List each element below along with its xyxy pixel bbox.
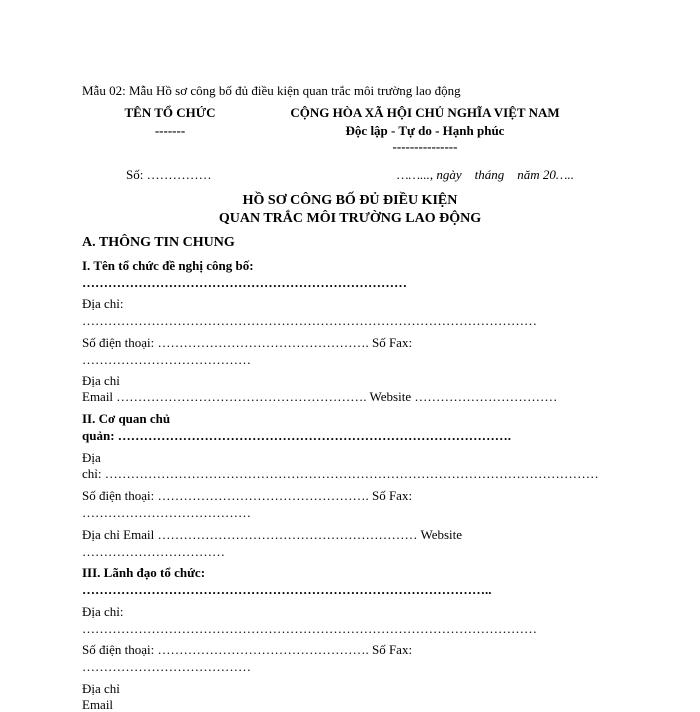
org-name: TÊN TỔ CHỨC xyxy=(124,105,216,120)
part3-phone-line: Số điện thoại: …………………………………………. Số Fax: xyxy=(82,642,413,657)
document-title-line2: QUAN TRẮC MÔI TRƯỜNG LAO ĐỘNG xyxy=(218,211,482,226)
part2-phone-line: Số điện thoại: …………………………………………. Số Fax: xyxy=(82,488,413,503)
motto-dashes: --------------- xyxy=(392,139,458,154)
document-title-line1: HỒ SƠ CÔNG BỐ ĐỦ ĐIỀU KIỆN xyxy=(242,193,458,208)
motto: Độc lập - Tự do - Hạnh phúc xyxy=(345,123,505,138)
part1-phone-line: Số điện thoại: …………………………………………. Số Fax: xyxy=(82,335,413,350)
document-date: ……..., ngày tháng năm 20….. xyxy=(397,167,574,182)
org-dashes: ------- xyxy=(154,123,186,138)
part1-email-label: Địa chỉ xyxy=(82,373,120,388)
part2-heading-line2: quản: ………………………………………………………………………………. xyxy=(82,428,512,443)
part3-email-label: Địa chỉ xyxy=(82,681,120,696)
part2-address-line: chỉ: …………………………………………………………………………………………………… xyxy=(82,466,599,481)
part3-heading: III. Lãnh đạo tổ chức: xyxy=(82,565,206,580)
part2-phone-dots: ………………………………… xyxy=(82,505,251,520)
section-a-heading: A. THÔNG TIN CHUNG xyxy=(82,235,235,250)
part1-email-line: Email …………………………………………………. Website …………………………… xyxy=(82,389,558,404)
part3-address-dots: …………………………………………………………………………………………… xyxy=(82,621,537,636)
part2-email-dots: …………………………… xyxy=(82,544,225,559)
part1-heading-dots: ………………………………………………………………… xyxy=(82,275,407,290)
part3-phone-dots: ………………………………… xyxy=(82,659,251,674)
part2-heading: II. Cơ quan chủ xyxy=(82,411,171,426)
part1-phone-dots: ………………………………… xyxy=(82,352,251,367)
part3-email-line: Email xyxy=(82,697,114,712)
part2-email-line: Địa chỉ Email …………………………………………………… Website xyxy=(82,527,463,542)
document-number: Số: …………… xyxy=(126,167,212,182)
part3-heading-dots: ………………………………………………………………………………….. xyxy=(82,582,492,597)
nation-title: CỘNG HÒA XÃ HỘI CHỦ NGHĨA VIỆT NAM xyxy=(290,105,560,120)
part1-address-dots: …………………………………………………………………………………………… xyxy=(82,313,537,328)
part1-heading: I. Tên tổ chức đề nghị công bố: xyxy=(82,258,254,273)
part2-address-label: Địa xyxy=(82,450,101,465)
form-name: Mẫu 02: Mẫu Hồ sơ công bố đủ điều kiện quan trắc môi trường lao động xyxy=(82,83,461,98)
part1-address-label: Địa chỉ: xyxy=(82,296,124,311)
part3-address-label: Địa chỉ: xyxy=(82,604,124,619)
